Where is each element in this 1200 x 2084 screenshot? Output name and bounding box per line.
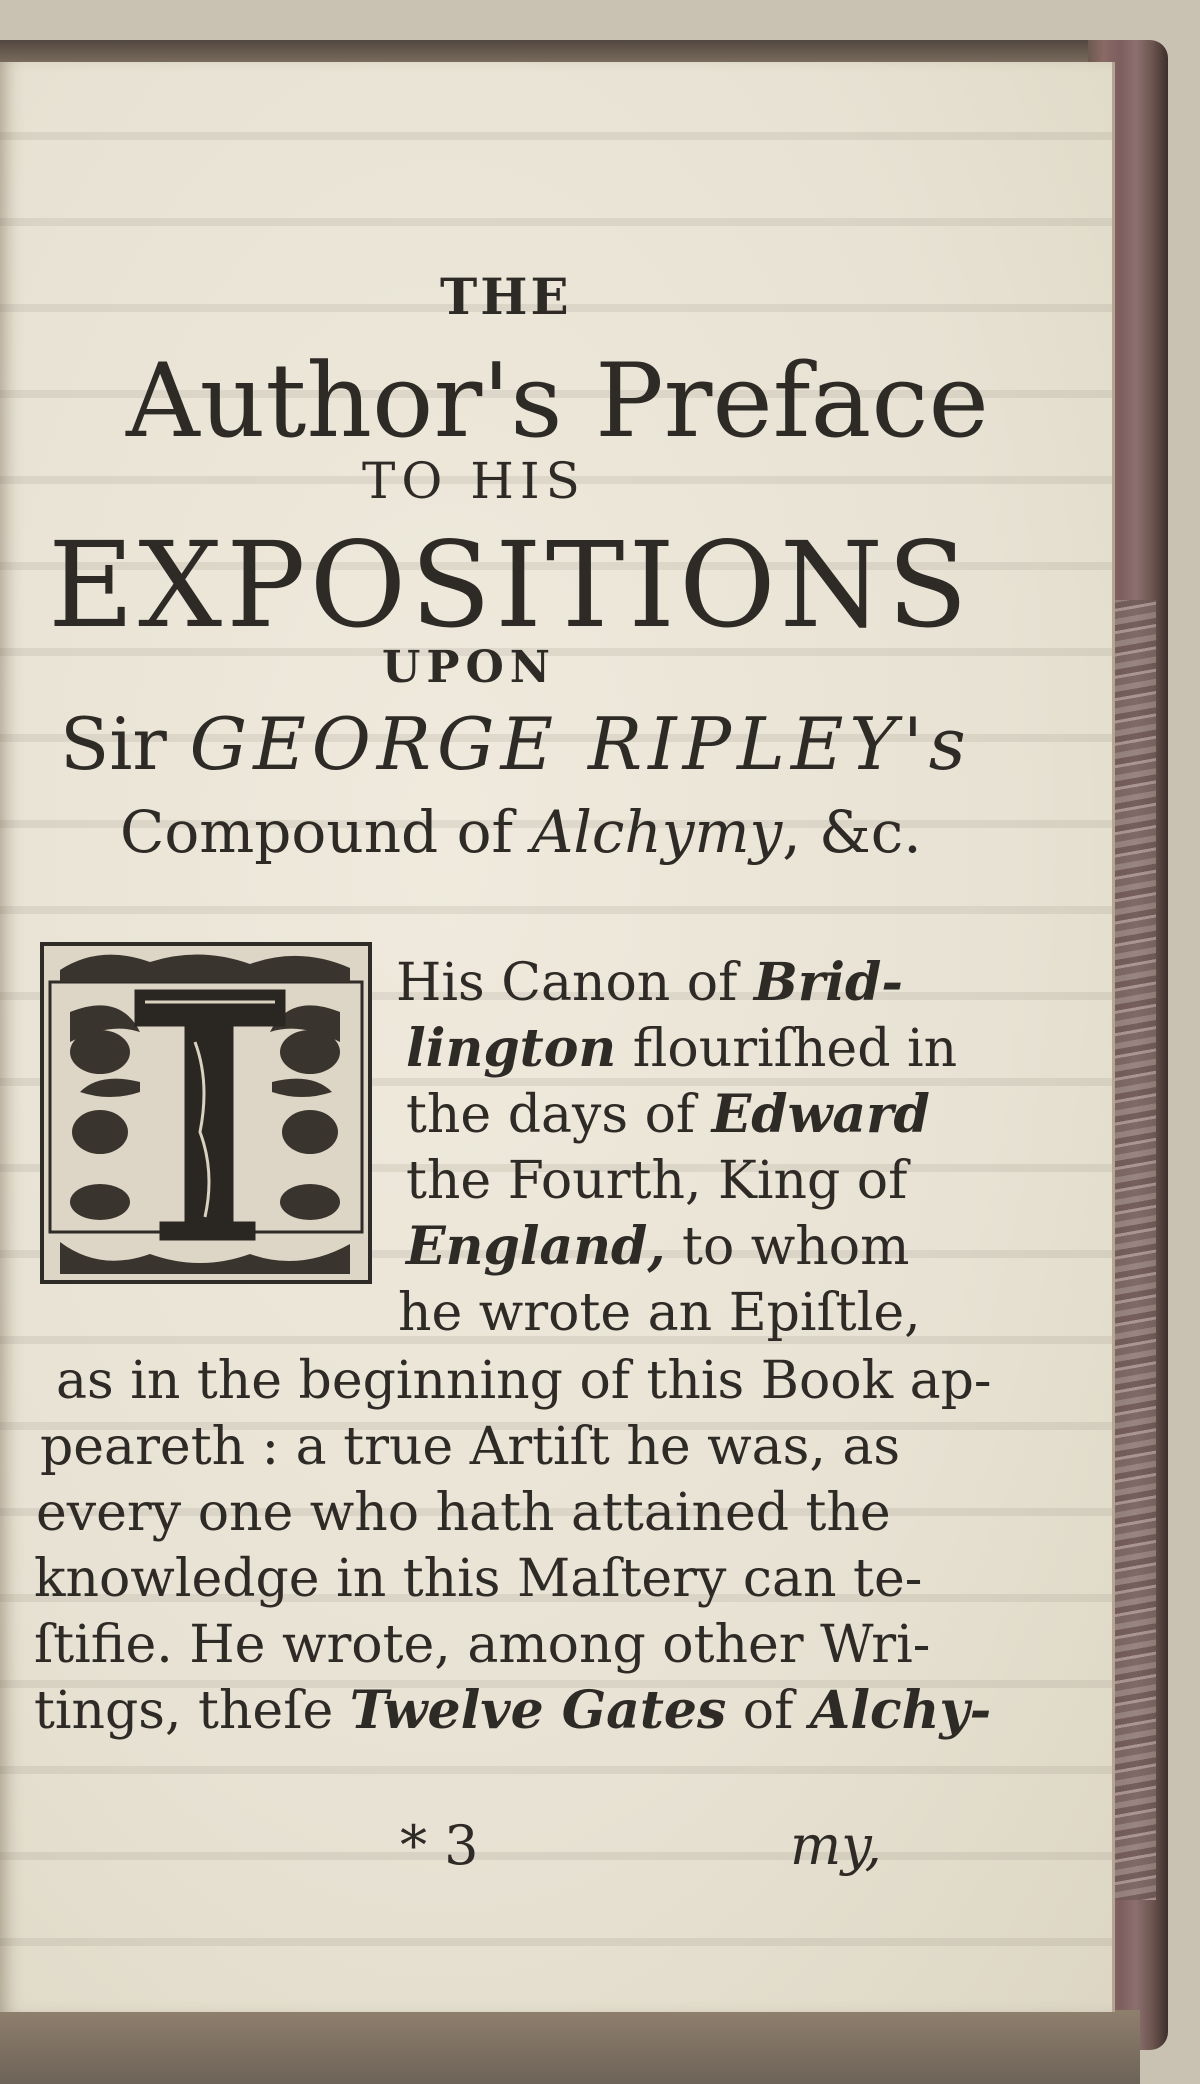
body-italic: Brid- bbox=[753, 952, 903, 1013]
body-line bbox=[36, 1482, 891, 1543]
heading-sir-george-ripley bbox=[60, 702, 972, 786]
decorated-initial-t bbox=[40, 942, 372, 1284]
body-line bbox=[40, 1416, 900, 1477]
book-page bbox=[0, 62, 1115, 2012]
body-line bbox=[406, 1018, 957, 1079]
body-italic: Edward bbox=[711, 1084, 930, 1145]
body-text: knowledge in this Maſtery can te- bbox=[34, 1549, 923, 1609]
signature-mark: * 3 bbox=[400, 1814, 479, 1877]
body-text: of bbox=[726, 1681, 810, 1741]
body-italic: lington bbox=[406, 1018, 617, 1079]
body-italic: England, bbox=[406, 1216, 666, 1277]
heading-compound-prefix: Compound of bbox=[120, 798, 514, 866]
body-text: ſtifie. He wrote, among other Wri- bbox=[34, 1615, 931, 1675]
body-text: the Fourth, King of bbox=[406, 1151, 908, 1211]
body-line bbox=[406, 1216, 909, 1277]
book-bottom-edge bbox=[0, 2010, 1140, 2084]
body-text: every one who hath attained the bbox=[36, 1483, 891, 1543]
heading-alchymy: Alchymy bbox=[531, 798, 783, 866]
heading-compound bbox=[120, 798, 922, 866]
body-line bbox=[34, 1548, 922, 1609]
heading-title: Author's Preface bbox=[126, 342, 989, 461]
heading-the: THE bbox=[440, 267, 572, 326]
body-line bbox=[406, 1150, 907, 1211]
body-text: he wrote an Epiſtle, bbox=[398, 1283, 921, 1343]
heading-sir: Sir bbox=[60, 702, 167, 786]
body-text: to whom bbox=[665, 1217, 910, 1277]
heading-to-his: TO HIS bbox=[362, 452, 586, 510]
body-text: peareth : a true Artiſt he was, as bbox=[40, 1417, 901, 1477]
body-italic: Twelve Gates bbox=[349, 1680, 727, 1741]
body-text: flouriſhed in bbox=[616, 1019, 958, 1079]
body-text: His Canon of bbox=[396, 953, 754, 1013]
heading-george-ripley: GEORGE RIPLEY's bbox=[189, 702, 972, 786]
body-line bbox=[396, 952, 903, 1013]
body-line bbox=[34, 1680, 991, 1741]
body-text: as in the beginning of this Book ap- bbox=[56, 1351, 992, 1411]
catchword: my, bbox=[790, 1814, 882, 1877]
body-line bbox=[398, 1282, 921, 1343]
body-italic: Alchy- bbox=[809, 1680, 992, 1741]
body-line bbox=[34, 1614, 930, 1675]
body-text: the days of bbox=[406, 1085, 712, 1145]
heading-expositions: EXPOSITIONS bbox=[48, 516, 972, 654]
body-line bbox=[56, 1350, 992, 1411]
heading-upon: UPON bbox=[382, 642, 557, 693]
heading-compound-suffix: , &c. bbox=[782, 798, 922, 866]
body-text: tings, theſe bbox=[34, 1681, 350, 1741]
body-line bbox=[406, 1084, 930, 1145]
